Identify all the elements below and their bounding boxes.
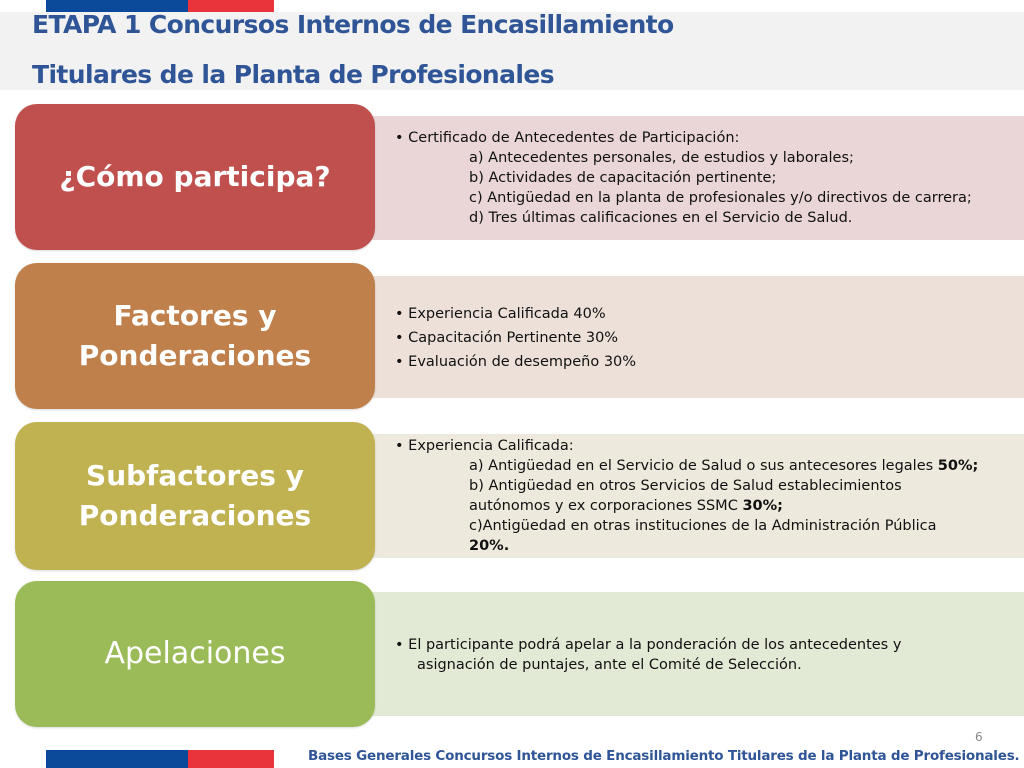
sub-item: d) Tres últimas calificaciones en el Servicio de Salud.: [469, 210, 853, 226]
bullet-continuation: asignación de puntajes, ante el Comité de Selección.: [417, 657, 802, 673]
label-text-line-1: Factores y: [113, 299, 277, 332]
sub-item: [395, 496, 978, 516]
bullet-item: • Evaluación de desempeño 30%: [395, 354, 637, 370]
percentage: 30%;: [742, 498, 783, 514]
bullet-item: • Experiencia Calificada 40%: [395, 306, 606, 322]
label-subfactores-ponderaciones: [15, 422, 375, 570]
label-como-participa: [15, 104, 375, 250]
page-number: 6: [975, 730, 983, 744]
label-text: Apelaciones: [104, 636, 286, 671]
sub-item: [395, 456, 978, 476]
bullet-item: • Certificado de Antecedentes de Participación:: [395, 130, 740, 146]
footer-text: Bases Generales Concursos Internos de Encasillamiento Titulares de la Planta de Profesionales.: [308, 748, 1020, 764]
sub-item-text: autónomos y ex corporaciones SSMC: [469, 498, 743, 514]
bullets-participation: [395, 128, 972, 228]
percentage: 20%.: [469, 538, 510, 554]
sub-item: b) Antigüedad en otros Servicios de Salud establecimientos: [469, 478, 902, 494]
percentage: 50%;: [937, 458, 979, 474]
bullets-apelaciones: [395, 635, 901, 675]
sub-item: c) Antigüedad en la planta de profesionales y/o directivos de carrera;: [469, 190, 972, 206]
label-text-line-1: Subfactores y: [86, 459, 304, 492]
label-text-line-2: Ponderaciones: [78, 339, 312, 372]
bullets-factores: [395, 302, 636, 374]
sub-item: [395, 536, 978, 556]
bullet-item: • Capacitación Pertinente 30%: [395, 330, 619, 346]
sub-item: a) Antecedentes personales, de estudios y laborales;: [469, 150, 854, 166]
sub-item: c)Antigüedad en otras instituciones de la Administración Pública: [469, 518, 937, 534]
label-factores-ponderaciones: [15, 263, 375, 409]
sub-item: b) Actividades de capacitación pertinente;: [469, 170, 777, 186]
bullet-item: • Experiencia Calificada:: [395, 438, 574, 454]
label-apelaciones: [15, 581, 375, 727]
bullets-subfactores: [395, 436, 978, 556]
sub-item-text: a) Antigüedad en el Servicio de Salud o sus antecesores legales: [469, 458, 938, 474]
label-text-line-2: Ponderaciones: [78, 499, 312, 532]
bullet-item: • El participante podrá apelar a la ponderación de los antecedentes y: [395, 637, 902, 653]
page-title-line-2: Titulares de la Planta de Profesionales: [32, 60, 554, 89]
footer-stripe-red: [188, 750, 274, 768]
footer-stripe-blue: [46, 750, 188, 768]
label-text: ¿Cómo participa?: [59, 160, 331, 193]
page-title-line-1: ETAPA 1 Concursos Internos de Encasillamiento: [32, 10, 674, 39]
